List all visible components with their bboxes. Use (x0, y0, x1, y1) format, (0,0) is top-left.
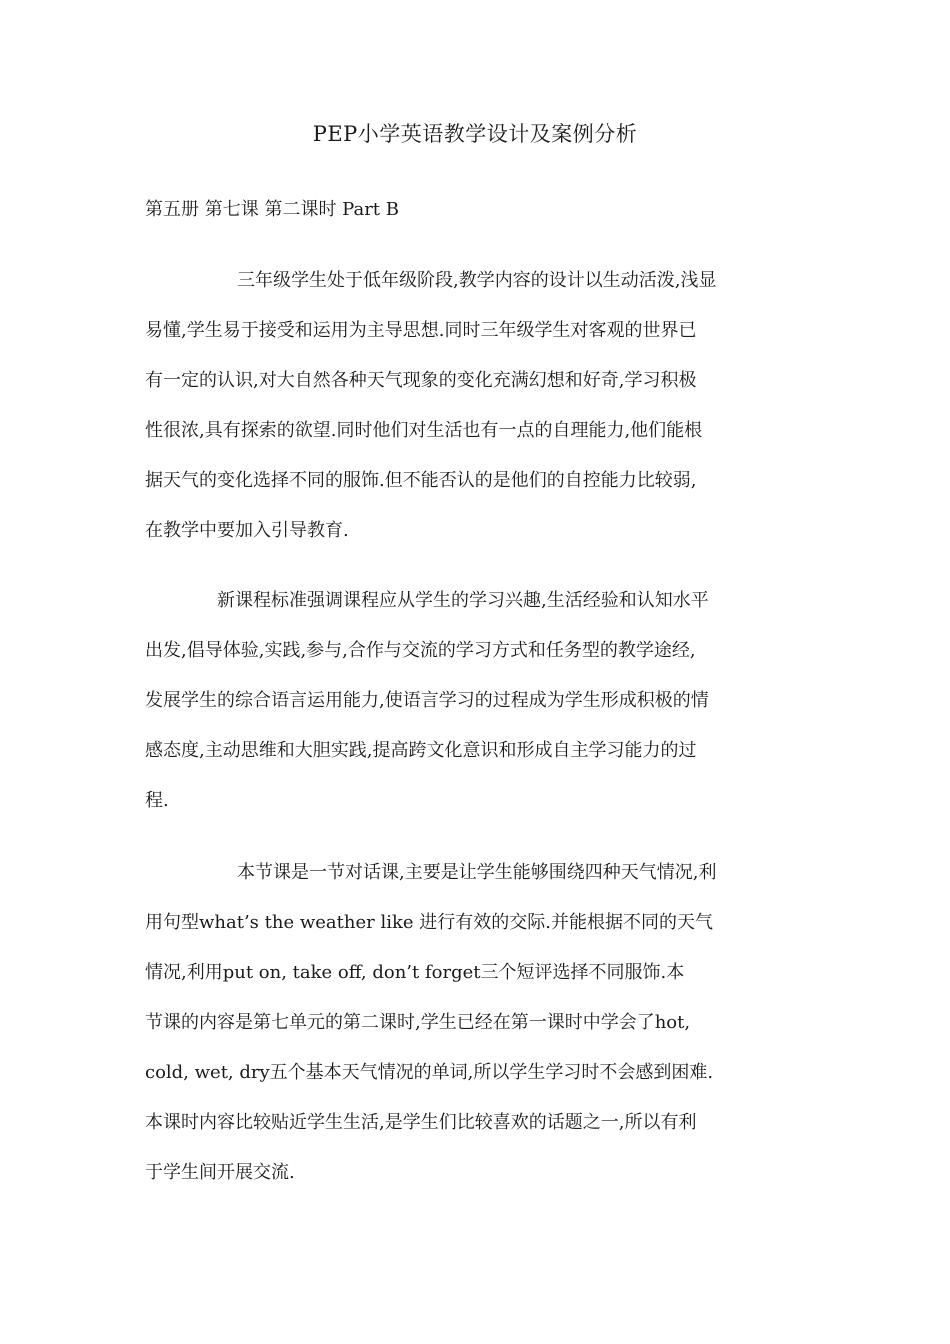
paragraph-line: 于学生间开展交流. (145, 1162, 295, 1183)
paragraph-line: 节课的内容是第七单元的第二课时,学生已经在第一课时中学会了hot, (145, 1012, 691, 1033)
paragraph-line: 易懂,学生易于接受和运用为主导思想.同时三年级学生对客观的世界已 (145, 320, 697, 341)
paragraph-line: 有一定的认识,对大自然各种天气现象的变化充满幻想和好奇,学习积极 (145, 370, 697, 391)
paragraph-line: 据天气的变化选择不同的服饰.但不能否认的是他们的自控能力比较弱, (145, 470, 697, 491)
paragraph-line: 三年级学生处于低年级阶段,教学内容的设计以生动活泼,浅显 (237, 270, 717, 291)
paragraph-line: 新课程标准强调课程应从学生的学习兴趣,生活经验和认知水平 (217, 590, 709, 611)
paragraph-line: 程. (145, 790, 169, 811)
paragraph-line: 用句型what’s the weather like 进行有效的交际.并能根据不同的天气 (145, 912, 713, 933)
paragraph-line: cold, wet, dry五个基本天气情况的单词,所以学生学习时不会感到困难. (145, 1062, 714, 1083)
paragraph-line: 发展学生的综合语言运用能力,使语言学习的过程成为学生形成积极的情 (145, 690, 709, 711)
paragraph-line: 情况,利用put on, take off, don’t forget三个短评选择不同服饰.本 (145, 962, 685, 983)
paragraph-student-analysis (145, 256, 810, 556)
paragraph-lesson-content (145, 848, 810, 1198)
paragraph-line: 出发,倡导体验,实践,参与,合作与交流的学习方式和任务型的教学途经, (145, 640, 696, 661)
lesson-subtitle: 第五册 第七课 第二课时 Part B (145, 199, 399, 220)
document-title: PEP小学英语教学设计及案例分析 (312, 122, 638, 146)
paragraph-curriculum-standard (145, 576, 810, 826)
paragraph-line: 本节课是一节对话课,主要是让学生能够围绕四种天气情况,利 (237, 862, 717, 883)
paragraph-line: 感态度,主动思维和大胆实践,提高跨文化意识和形成自主学习能力的过 (145, 740, 697, 761)
paragraph-line: 性很浓,具有探索的欲望.同时他们对生活也有一点的自理能力,他们能根 (145, 420, 703, 441)
paragraph-line: 本课时内容比较贴近学生生活,是学生们比较喜欢的话题之一,所以有利 (145, 1112, 697, 1133)
paragraph-line: 在教学中要加入引导教育. (145, 520, 349, 541)
